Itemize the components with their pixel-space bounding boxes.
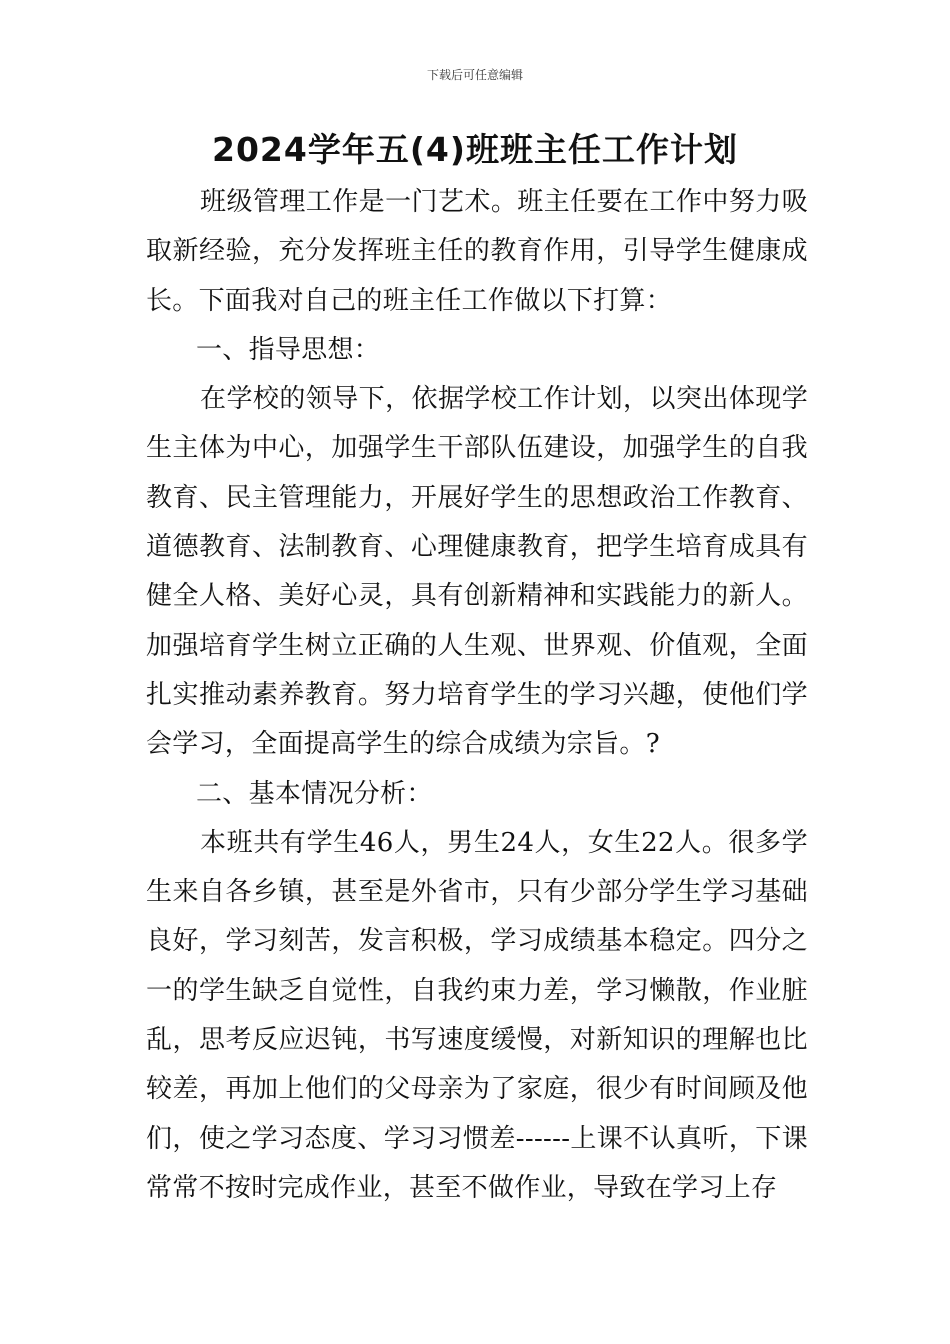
paragraph-guiding-ideology: 在学校的领导下，依据学校工作计划，以突出体现学生主体为中心，加强学生干部队伍建设，加强学生的自我教育、民主管理能力，开展好学生的思想政治工作教育、道德教育、法制教育、心理健康教育，把学生培育成具有健全人格、美好心灵，具有创新精神和实践能力的新人。加强培育学生树立正确的人生观、世界观、价值观，全面扎实推动素养教育。努力培育学生的学习兴趣，使他们学会学习，全面提高学生的综合成绩为宗旨。? xyxy=(146,384,808,760)
paragraph-intro: 班级管理工作是一门艺术。班主任要在工作中努力吸取新经验，充分发挥班主任的教育作用，引导学生健康成长。下面我对自己的班主任工作做以下打算： xyxy=(146,187,808,316)
document-title: 2024学年五(4)班班主任工作计划 xyxy=(212,130,738,169)
page-header-note: 下载后可任意编辑 xyxy=(426,68,523,82)
paragraph-situation-analysis: 本班共有学生46人，男生24人，女生22人。很多学生来自各乡镇，甚至是外省市，只有少部分学生学习基础良好，学习刻苦，发言积极，学习成绩基本稳定。四分之一的学生缺乏自觉性，自我约束力差，学习懒散，作业脏乱，思考反应迟钝，书写速度缓慢，对新知识的理解也比较差，再加上他们的父母亲为了家庭，很少有时间顾及他们，使之学习态度、学习习惯差------上课不认真听，下课常常不按时完成作业，甚至不做作业，导致在学习上存 xyxy=(146,827,808,1203)
section-heading-guiding-ideology: 一、指导思想： xyxy=(196,334,381,365)
section-heading-situation-analysis: 二、基本情况分析： xyxy=(196,778,433,809)
document-body xyxy=(146,178,808,1213)
